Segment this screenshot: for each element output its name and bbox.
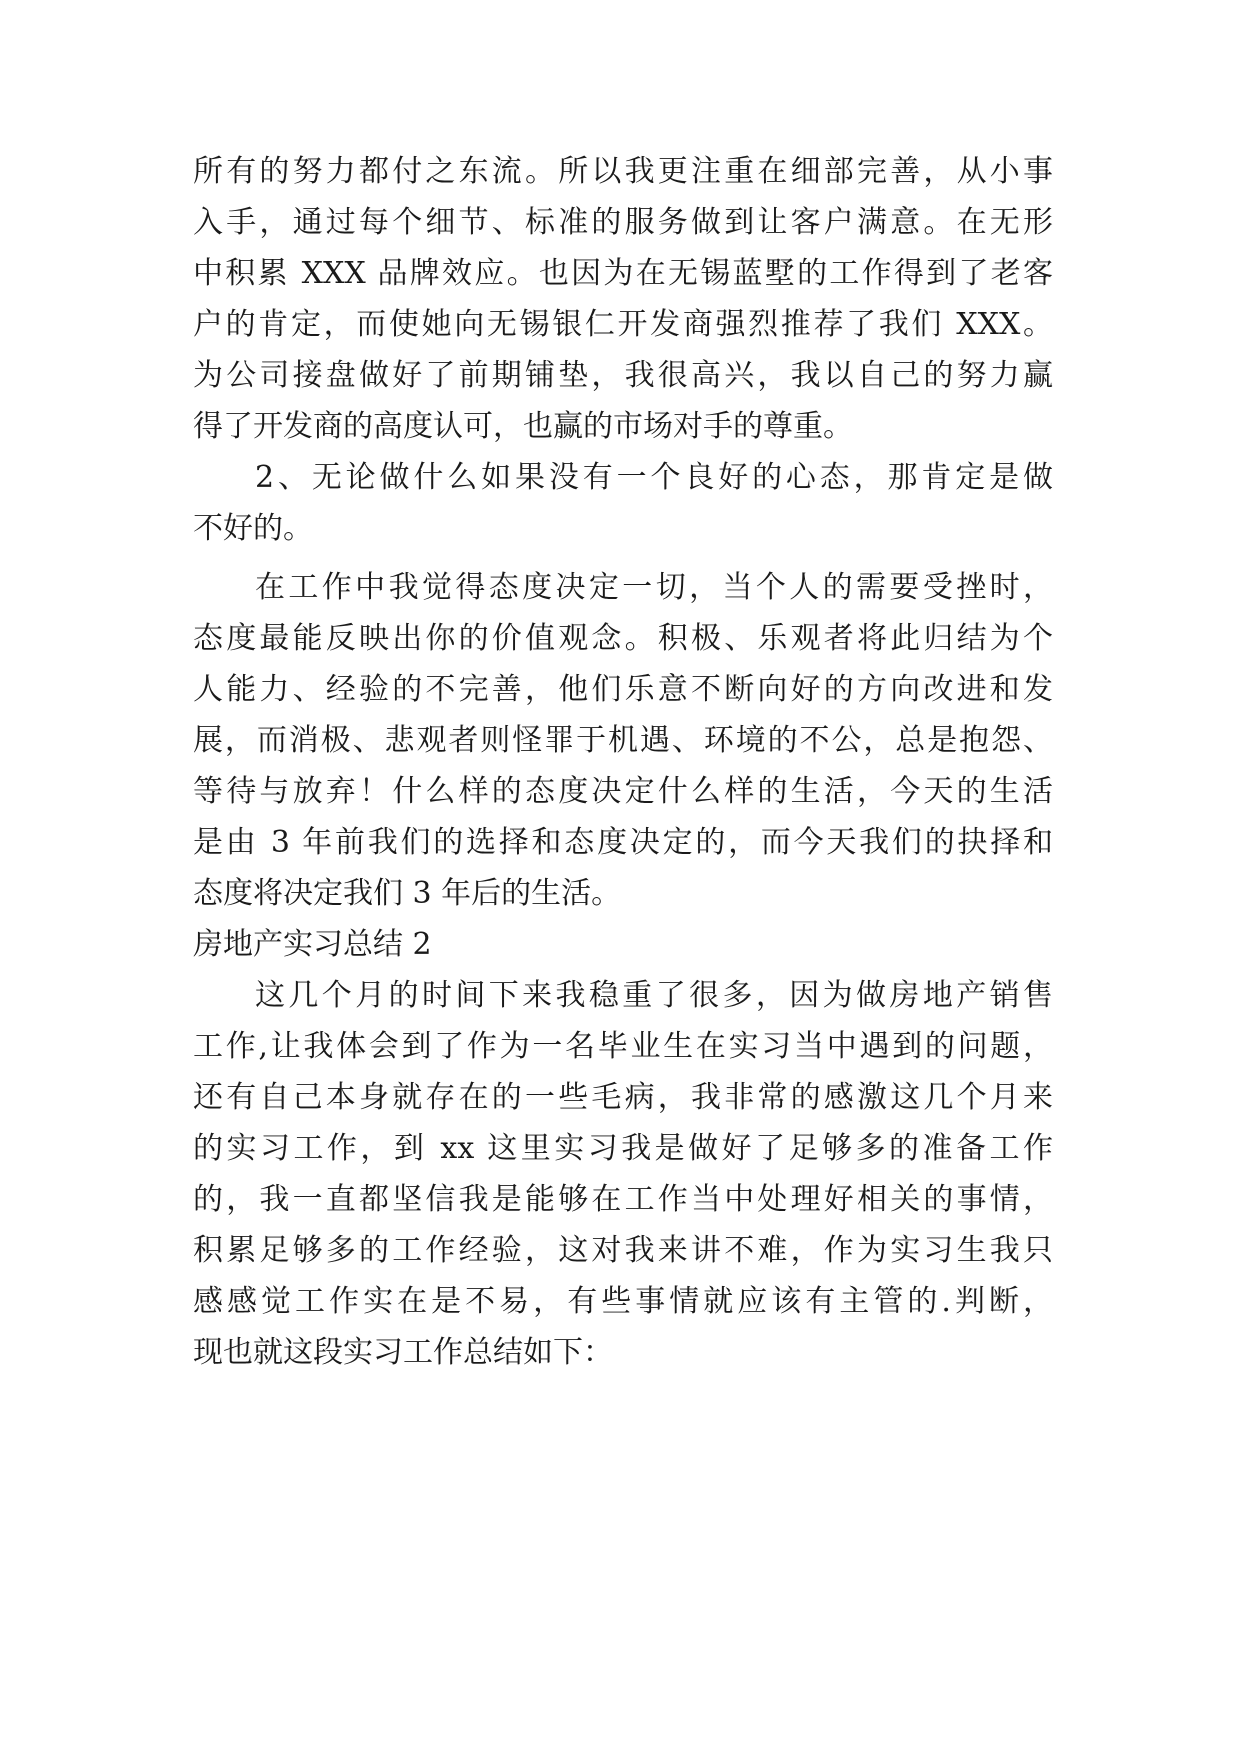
paragraph-4-line-8: 现也就这段实习工作总结如下： xyxy=(193,1335,613,1370)
paragraph-3-line-1: 在工作中我觉得态度决定一切，当个人的需要受挫时， xyxy=(255,570,1053,605)
paragraph-3-line-2: 态度最能反映出你的价值观念。积极、乐观者将此归结为个 xyxy=(193,621,1053,656)
paragraph-4-line-2: 工作,让我体会到了作为一名毕业生在实习当中遇到的问题， xyxy=(193,1029,1053,1064)
paragraph-3-line-3: 人能力、经验的不完善，他们乐意不断向好的方向改进和发 xyxy=(193,672,1053,707)
paragraph-4-line-1: 这几个月的时间下来我稳重了很多，因为做房地产销售 xyxy=(255,978,1053,1013)
paragraph-1-line-3: 中积累 XXX 品牌效应。也因为在无锡蓝墅的工作得到了老客 xyxy=(193,256,1053,291)
paragraph-3-line-4: 展，而消极、悲观者则怪罪于机遇、环境的不公，总是抱怨、 xyxy=(193,723,1053,758)
paragraph-1-line-2: 入手，通过每个细节、标准的服务做到让客户满意。在无形 xyxy=(193,205,1053,240)
paragraph-1-line-1: 所有的努力都付之东流。所以我更注重在细部完善，从小事 xyxy=(193,154,1053,189)
paragraph-1-line-4: 户的肯定，而使她向无锡银仁开发商强烈推荐了我们 XXX。 xyxy=(193,307,1053,342)
paragraph-1-line-5: 为公司接盘做好了前期铺垫，我很高兴，我以自己的努力赢 xyxy=(193,358,1053,393)
paragraph-4-line-3: 还有自己本身就存在的一些毛病，我非常的感激这几个月来 xyxy=(193,1080,1053,1115)
paragraph-4-line-7: 感感觉工作实在是不易，有些事情就应该有主管的.判断， xyxy=(193,1284,1053,1319)
paragraph-3-line-6: 是由 3 年前我们的选择和态度决定的，而今天我们的抉择和 xyxy=(193,825,1053,860)
paragraph-3-line-5: 等待与放弃！什么样的态度决定什么样的生活，今天的生活 xyxy=(193,774,1053,809)
paragraph-4-line-6: 积累足够多的工作经验，这对我来讲不难，作为实习生我只 xyxy=(193,1233,1053,1268)
section-heading: 房地产实习总结 2 xyxy=(193,927,432,962)
paragraph-4-line-5: 的，我一直都坚信我是能够在工作当中处理好相关的事情， xyxy=(193,1182,1053,1217)
paragraph-4-line-4: 的实习工作，到 xx 这里实习我是做好了足够多的准备工作 xyxy=(193,1131,1053,1166)
paragraph-3-line-7: 态度将决定我们 3 年后的生活。 xyxy=(193,876,622,911)
paragraph-2-line-1: 2、无论做什么如果没有一个良好的心态，那肯定是做 xyxy=(255,460,1053,495)
paragraph-1-line-6: 得了开发商的高度认可，也赢的市场对手的尊重。 xyxy=(193,409,853,444)
paragraph-2-line-2: 不好的。 xyxy=(193,511,313,546)
